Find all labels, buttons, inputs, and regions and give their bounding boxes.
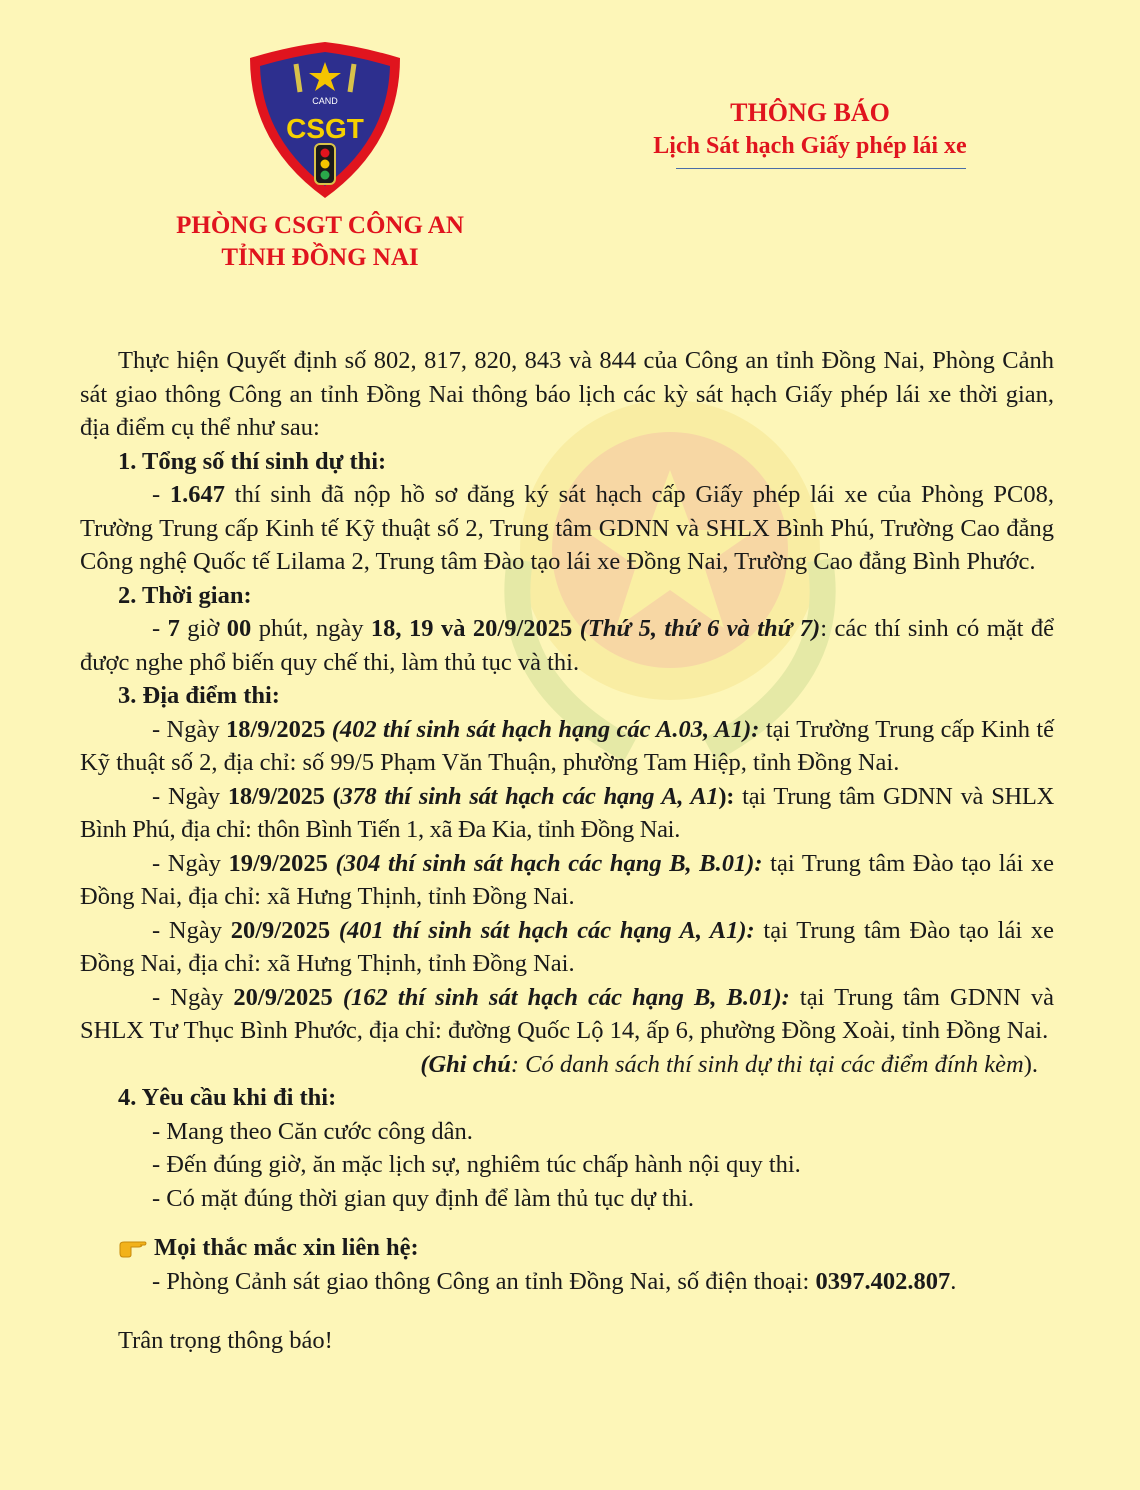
- location-item: - Ngày 20/9/2025 (162 thí sinh sát hạch các hạng B, B.01): tại Trung tâm GDNN và SHLX Tư Thục Bình Phước, địa chỉ: đường Quốc Lộ 14, ấp 6, phường Đồng Xoài, tỉnh Đồng Nai.: [80, 983, 1054, 1044]
- location-item: - Ngày 20/9/2025 (401 thí sinh sát hạch các hạng A, A1): tại Trung tâm Đào tạo lái xe Đồng Nai, địa chỉ: xã Hưng Thịnh, tỉnh Đồng Nai.: [80, 916, 1054, 977]
- contact-phone: 0397.402.807: [815, 1267, 951, 1295]
- contact-heading: Mọi thắc mắc xin liên hệ:: [80, 1231, 1054, 1265]
- location-item: - Ngày 18/9/2025 (402 thí sinh sát hạch hạng các A.03, A1): tại Trường Trung cấp Kinh tế Kỹ thuật số 2, địa chỉ: số 99/5 Phạm Văn Thuận, phường Tam Hiệp, tỉnh Đồng Nai.: [80, 715, 1055, 776]
- candidate-count: 1.647: [169, 481, 226, 508]
- attachment-note: (Ghi chú: Có danh sách thí sinh dự thi tại các điểm đính kèm).: [420, 1050, 1038, 1078]
- section-2-heading: 2. Thời gian:: [118, 581, 252, 609]
- exam-weekdays: (Thứ 5, thứ 6 và thứ 7): [579, 615, 821, 642]
- notice-title: THÔNG BÁO: [730, 98, 890, 127]
- title-underline: [676, 168, 966, 169]
- section-2-text: - 7 giờ 00 phút, ngày 18, 19 và 20/9/2025 (Thứ 5, thứ 6 và thứ 7): các thí sinh có mặt để được nghe phổ biến quy chế thi, làm thủ tục và thi.: [80, 615, 1055, 676]
- svg-text:CSGT: CSGT: [286, 113, 364, 144]
- svg-text:CAND: CAND: [312, 96, 338, 106]
- location-item: - Ngày 19/9/2025 (304 thí sinh sát hạch các hạng B, B.01): tại Trung tâm Đào tạo lái xe Đồng Nai, địa chỉ: xã Hưng Thịnh, tỉnh Đồng Nai.: [80, 849, 1054, 910]
- organization-name: [100, 210, 540, 274]
- exam-dates: 18, 19 và 20/9/2025: [370, 615, 573, 642]
- notice-subtitle: Lịch Sát hạch Giấy phép lái xe: [653, 133, 967, 159]
- requirement-item: - Có mặt đúng thời gian quy định để làm thủ tục dự thi.: [152, 1184, 695, 1212]
- notice-body: [80, 344, 1054, 1358]
- requirement-item: - Đến đúng giờ, ăn mặc lịch sự, nghiêm túc chấp hành nội quy thi.: [152, 1151, 801, 1178]
- section-4-heading: 4. Yêu cầu khi đi thi:: [118, 1084, 337, 1111]
- intro-paragraph: Thực hiện Quyết định số 802, 817, 820, 843 và 844 của Công an tỉnh Đồng Nai, Phòng Cảnh sát giao thông Công an tỉnh Đồng Nai thông báo lịch các kỳ sát hạch Giấy phép lái xe thời gian, địa điểm cụ thể như sau:: [80, 347, 1054, 441]
- contact-line: - Phòng Cảnh sát giao thông Công an tỉnh Đồng Nai, số điện thoại: 0397.402.807.: [152, 1267, 957, 1295]
- requirement-item: - Mang theo Căn cước công dân.: [152, 1117, 473, 1145]
- csgt-logo: [244, 40, 406, 200]
- pointing-hand-icon: [118, 1236, 148, 1258]
- section-3-heading: 3. Địa điểm thi:: [118, 682, 280, 709]
- org-line-1: PHÒNG CSGT CÔNG AN: [176, 212, 464, 239]
- org-line-2: TỈNH ĐỒNG NAI: [221, 244, 419, 271]
- section-1-heading: 1. Tổng số thí sinh dự thi:: [118, 447, 387, 475]
- closing-line: Trân trọng thông báo!: [118, 1327, 333, 1354]
- location-item: - Ngày 18/9/2025 (378 thí sinh sát hạch các hạng A, A1): tại Trung tâm GDNN và SHLX Bình Phú, địa chỉ: thôn Bình Tiến 1, xã Đa Kia, tỉnh Đồng Nai.: [80, 782, 1054, 843]
- section-1-text: - 1.647 thí sinh đã nộp hồ sơ đăng ký sát hạch cấp Giấy phép lái xe của Phòng PC08, Trường Trung cấp Kinh tế Kỹ thuật số 2, Trung tâm GDNN và SHLX Bình Phú, Trường Cao đẳng Công nghệ Quốc tế Lilama 2, Trung tâm Đào tạo lái xe Đồng Nai, Trường Cao đẳng Bình Phước.: [80, 481, 1054, 575]
